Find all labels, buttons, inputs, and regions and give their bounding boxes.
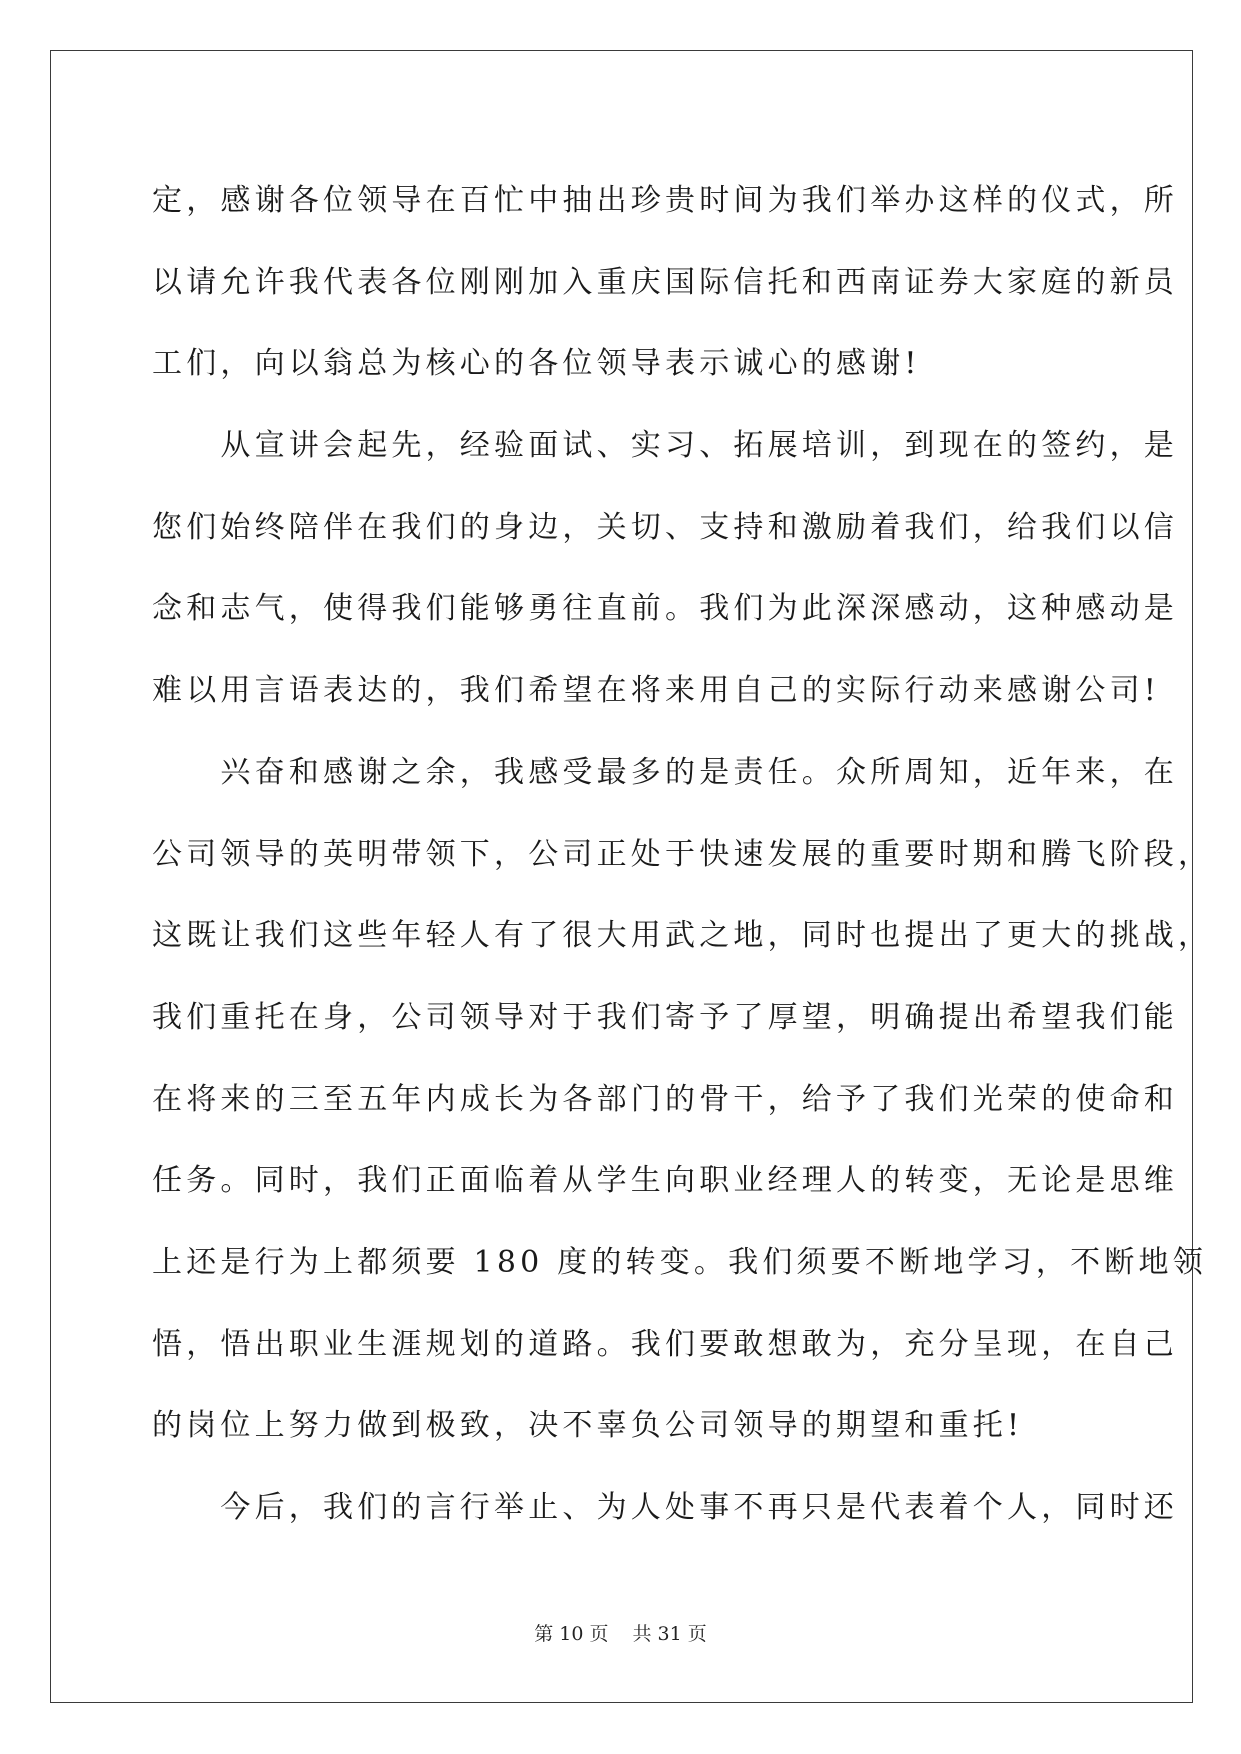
text-line: 从宣讲会起先，经验面试、实习、拓展培训，到现在的签约，是	[152, 428, 1178, 464]
text-line: 难以用言语表达的，我们希望在将来用自己的实际行动来感谢公司!	[152, 673, 1161, 709]
document-body	[152, 160, 1213, 1549]
paragraph-2	[152, 405, 1178, 732]
paragraph-4	[152, 1467, 1178, 1549]
paragraph-3	[152, 732, 1213, 1467]
text-line: 念和志气，使得我们能够勇往直前。我们为此深深感动，这种感动是	[152, 591, 1178, 627]
page-total: 共 31 页	[632, 1623, 707, 1645]
text-line: 上还是行为上都须要 180 度的转变。我们须要不断地学习，不断地领	[152, 1244, 1207, 1280]
text-line: 今后，我们的言行举止、为人处事不再只是代表着个人，同时还	[152, 1490, 1178, 1525]
page-number: 第 10 页	[534, 1623, 609, 1645]
text-line: 公司领导的英明带领下，公司正处于快速发展的重要时期和腾飞阶段，	[152, 836, 1213, 872]
text-line: 在将来的三至五年内成长为各部门的骨干，给予了我们光荣的使命和	[152, 1081, 1178, 1117]
text-line: 兴奋和感谢之余，我感受最多的是责任。众所周知，近年来，在	[152, 754, 1178, 790]
text-line: 工们，向以翁总为核心的各位领导表示诚心的感谢!	[152, 346, 921, 382]
text-line: 您们始终陪伴在我们的身边，关切、支持和激励着我们，给我们以信	[152, 509, 1178, 545]
text-line: 这既让我们这些年轻人有了很大用武之地，同时也提出了更大的挑战，	[152, 918, 1213, 954]
page-footer	[0, 1622, 1241, 1646]
text-line: 的岗位上努力做到极致，决不辜负公司领导的期望和重托!	[152, 1408, 1024, 1444]
paragraph-1	[152, 160, 1178, 405]
text-line: 悟，悟出职业生涯规划的道路。我们要敢想敢为，充分呈现，在自己	[152, 1326, 1178, 1362]
text-line: 定，感谢各位领导在百忙中抽出珍贵时间为我们举办这样的仪式，所	[152, 183, 1178, 218]
text-line: 任务。同时，我们正面临着从学生向职业经理人的转变，无论是思维	[152, 1163, 1178, 1199]
text-line: 我们重托在身，公司领导对于我们寄予了厚望，明确提出希望我们能	[152, 999, 1178, 1035]
text-line: 以请允许我代表各位刚刚加入重庆国际信托和西南证券大家庭的新员	[152, 264, 1178, 300]
